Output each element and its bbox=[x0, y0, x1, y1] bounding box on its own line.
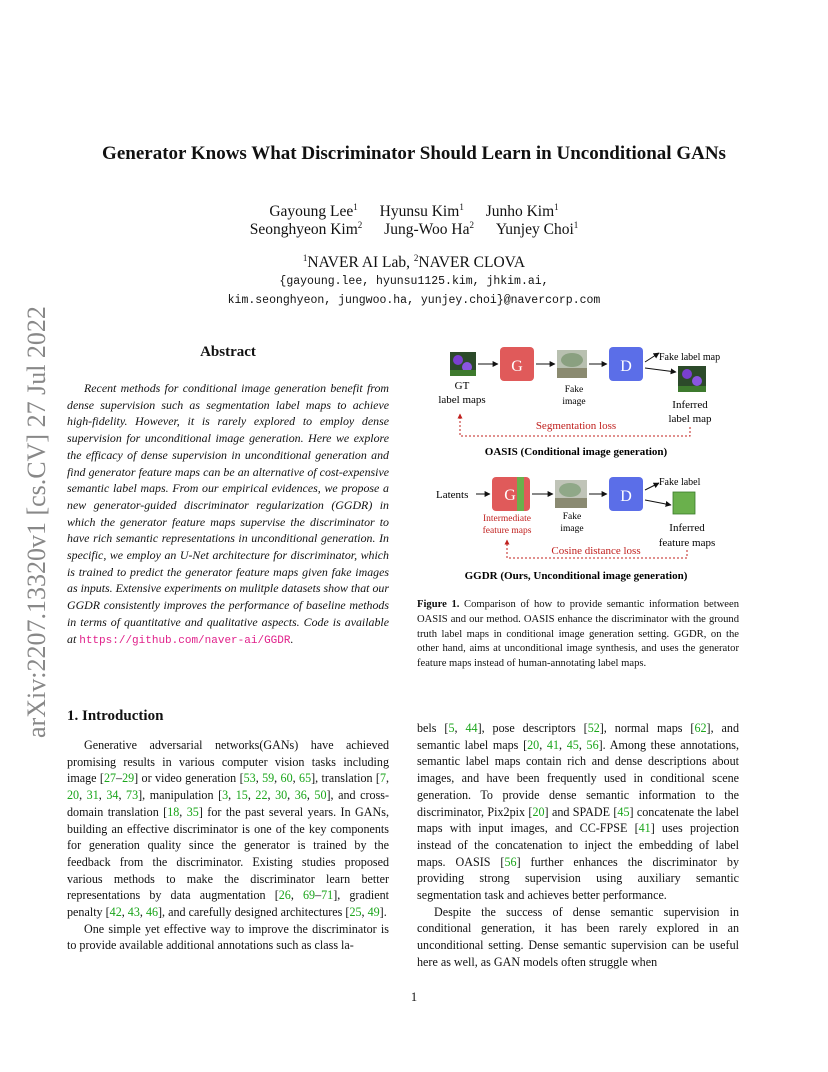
author: Jung-Woo Ha$^2$ bbox=[384, 220, 474, 239]
arxiv-stamp: arXiv:2207.13320v1 [cs.CV] 27 Jul 2022 bbox=[22, 306, 51, 738]
citation-link[interactable]: 56 bbox=[586, 737, 599, 752]
inferred-label-text: Inferred bbox=[672, 399, 708, 411]
generator-letter: G bbox=[511, 358, 523, 375]
inferred-feature-square bbox=[673, 492, 695, 514]
intro-column-1 bbox=[67, 737, 389, 954]
citation-link[interactable]: 60 bbox=[280, 771, 293, 786]
email-line-1: {gayoung.lee, hyunsu1125.kim, jhkim.ai, bbox=[279, 275, 549, 288]
citation-link[interactable]: 46 bbox=[145, 905, 159, 920]
author: Yunjey Choi$^1$ bbox=[495, 220, 579, 239]
code-link[interactable]: https://github.com/naver-ai/GGDR bbox=[79, 634, 291, 647]
citation-link[interactable]: 69 bbox=[302, 888, 316, 903]
citation-link[interactable]: 62 bbox=[694, 721, 707, 735]
paper-title: Generator Knows What Discriminator Should Learn in Unconditional GANs bbox=[102, 143, 726, 164]
citation-link[interactable]: 26 bbox=[278, 888, 291, 903]
cosine-loss-text: Cosine distance loss bbox=[551, 545, 641, 557]
oasis-diagram bbox=[438, 347, 720, 458]
citation-link[interactable]: 53 bbox=[243, 771, 256, 786]
paragraph: Generative adversarial networks(GANs) have achieved promising results in various computer vision tasks including image [27–29] or video generation [53, 59, 60, 65], translation [7, 20, 31, 34, 73], manipulation [3, 15, 22, 30, 36, 50], and cross-domain translation [18, 35] for the past several years. In GANs, building an effective discriminator is one of the key components for generation quality since the generator is trained by the feedback from the discriminator. Existing studies proposed various methods to make the discriminator learn better representations by data augmentation [26, 69–71], gradient penalty [42, 43, 46], and carefully designed architectures [25, 49]. bbox=[67, 738, 390, 920]
inferred-label-map-thumbnail bbox=[678, 366, 706, 392]
citation-link[interactable]: 49 bbox=[367, 905, 380, 920]
fake-image-text-2: image bbox=[560, 524, 584, 534]
citation-link[interactable]: 56 bbox=[504, 854, 517, 869]
feature-bar bbox=[517, 477, 524, 511]
citation-link[interactable]: 30 bbox=[275, 788, 288, 803]
gt-label-text-2: label maps bbox=[438, 394, 486, 406]
oasis-caption: OASIS (Conditional image generation) bbox=[484, 446, 668, 458]
paragraph: One simple yet effective way to improve the discriminator is to provide available additional annotations such as class la- bbox=[67, 921, 389, 953]
generator-letter: G bbox=[504, 487, 516, 504]
discriminator-letter: D bbox=[620, 358, 632, 375]
intro-heading: 1. Introduction bbox=[67, 708, 164, 724]
inferred-feature-text-2: feature maps bbox=[658, 537, 716, 549]
citation-link[interactable]: 59 bbox=[262, 771, 275, 786]
citation-link[interactable]: 45 bbox=[617, 804, 630, 819]
inferred-feature-text: Inferred bbox=[669, 522, 705, 534]
citation-link[interactable]: 7 bbox=[379, 771, 386, 786]
citation-link[interactable]: 73 bbox=[126, 788, 139, 803]
citation-link[interactable]: 71 bbox=[321, 888, 334, 903]
abstract-body: Recent methods for conditional image generation benefit from dense supervision such as segmentation label maps to achieve high-fidelity. However, it is rarely explored to employ dense supervision for unconditional image generation. Here we explore the efficacy of dense supervision in unconditional generation and find generator feature maps can be an alternative of cost-expensive semantic label maps. From our empirical evidences, we propose a new generator-guided discriminator regularization (GGDR) in which the generator feature maps supervise the discriminator to have rich semantic representations in unconditional generation. In specific, we employ an U-Net architecture for discriminator, which is trained to predict the generator feature maps given fake images as inputs. Extensive experiments on mulitple datasets show that our GGDR consistently improves the performance of baseline methods in terms of quantitative and qualitative aspects. Code is available at https://github.com/naver-ai/GGDR. bbox=[67, 381, 389, 647]
citation-link[interactable]: 42 bbox=[109, 905, 122, 920]
paragraph: Despite the success of dense semantic supervision in conditional generation, it has been rarely explored in an unconditional setting. Dense semantic supervision can be useful here as well, as GAN models often struggle when bbox=[417, 904, 739, 969]
citation-link[interactable]: 41 bbox=[638, 821, 651, 836]
latents-text: Latents bbox=[436, 489, 469, 501]
citation-link[interactable]: 27 bbox=[103, 771, 117, 786]
discriminator-letter: D bbox=[620, 488, 632, 505]
citation-link[interactable]: 25 bbox=[349, 905, 362, 920]
citation-link[interactable]: 20 bbox=[527, 737, 540, 752]
author: Seonghyeon Kim$^2$ bbox=[249, 220, 363, 239]
ggdr-diagram bbox=[436, 477, 715, 582]
page-number: 1 bbox=[410, 990, 418, 1004]
author-row-2 bbox=[0, 215, 828, 240]
citation-link[interactable]: 50 bbox=[314, 788, 327, 803]
inferred-label-text-2: label map bbox=[668, 413, 712, 425]
figure-caption: Figure 1. Comparison of how to provide semantic information between OASIS and our method. OASIS enhance the discriminator with the ground truth label maps in conditional image generation setting. GGDR, on the other hand, aims at unconditional image synthesis, and uses the generator feature maps instead of human-annotating label maps. bbox=[417, 599, 739, 670]
intro-column-2 bbox=[417, 720, 739, 971]
fake-label-map-text: Fake label map bbox=[659, 352, 721, 363]
gt-label-map-thumbnail bbox=[450, 352, 476, 376]
fake-image-text: Fake bbox=[564, 385, 584, 395]
citation-link[interactable]: 18 bbox=[167, 804, 180, 819]
citation-link[interactable]: 41 bbox=[546, 737, 560, 752]
citation-link[interactable]: 20 bbox=[67, 788, 80, 803]
citation-link[interactable]: 22 bbox=[255, 788, 268, 803]
citation-link[interactable]: 31 bbox=[86, 788, 99, 803]
fake-image-thumbnail bbox=[557, 350, 587, 378]
citation-link[interactable]: 44 bbox=[465, 721, 478, 735]
fake-image-thumbnail bbox=[555, 480, 587, 508]
intermediate-text: Intermediate bbox=[482, 514, 532, 524]
citation-link[interactable]: 45 bbox=[566, 737, 579, 752]
gt-label-text: GT bbox=[454, 380, 470, 392]
abstract-heading: Abstract bbox=[200, 344, 256, 360]
citation-link[interactable]: 52 bbox=[587, 721, 600, 735]
fake-label-text: Fake label bbox=[659, 477, 701, 488]
fake-image-text-2: image bbox=[562, 397, 586, 407]
citation-link[interactable]: 43 bbox=[127, 905, 140, 920]
author: Junho Kim$^1$ bbox=[485, 202, 559, 221]
fake-image-text: Fake bbox=[562, 512, 582, 522]
segmentation-loss-text: Segmentation loss bbox=[535, 420, 617, 432]
email-line-2: kim.seonghyeon, jungwoo.ha, yunjey.choi}@navercorp.com bbox=[227, 294, 601, 307]
citation-link[interactable]: 15 bbox=[235, 788, 248, 803]
citation-link[interactable]: 65 bbox=[299, 771, 312, 786]
affiliations: $^1$NAVER AI Lab, $^2$NAVER CLOVA bbox=[302, 253, 526, 272]
intermediate-text-2: feature maps bbox=[482, 526, 532, 536]
author: Hyunsu Kim$^1$ bbox=[379, 202, 464, 221]
citation-link[interactable]: 36 bbox=[294, 788, 307, 803]
citation-link[interactable]: 20 bbox=[532, 804, 545, 819]
citation-link[interactable]: 29 bbox=[122, 771, 135, 786]
citation-link[interactable]: 35 bbox=[186, 804, 199, 819]
author: Gayoung Lee$^1$ bbox=[269, 202, 358, 221]
paragraph: bels [5, 44], pose descriptors [52], normal maps [62], and semantic label maps [20, 41, 45, 56]. Among these annotations, semantic label maps contain rich and dense descriptions about images, and have been frequently used in conditional scene generation. To provide dense semantic information to the discriminator, Pix2pix [20] and SPADE [45] concatenate the label maps with input images, and CC-FPSE [41] uses projection instead of the concatenation to inject the embedding of label maps. OASIS [56] further enhances the discriminator by providing strong supervision using auxiliary semantic segmentation task and achieves better performance. bbox=[417, 721, 739, 903]
citation-link[interactable]: 5 bbox=[448, 721, 455, 735]
ggdr-caption: GGDR (Ours, Unconditional image generation) bbox=[464, 570, 688, 582]
citation-link[interactable]: 3 bbox=[222, 788, 229, 803]
figure-1 bbox=[414, 340, 744, 590]
citation-link[interactable]: 34 bbox=[106, 788, 119, 803]
